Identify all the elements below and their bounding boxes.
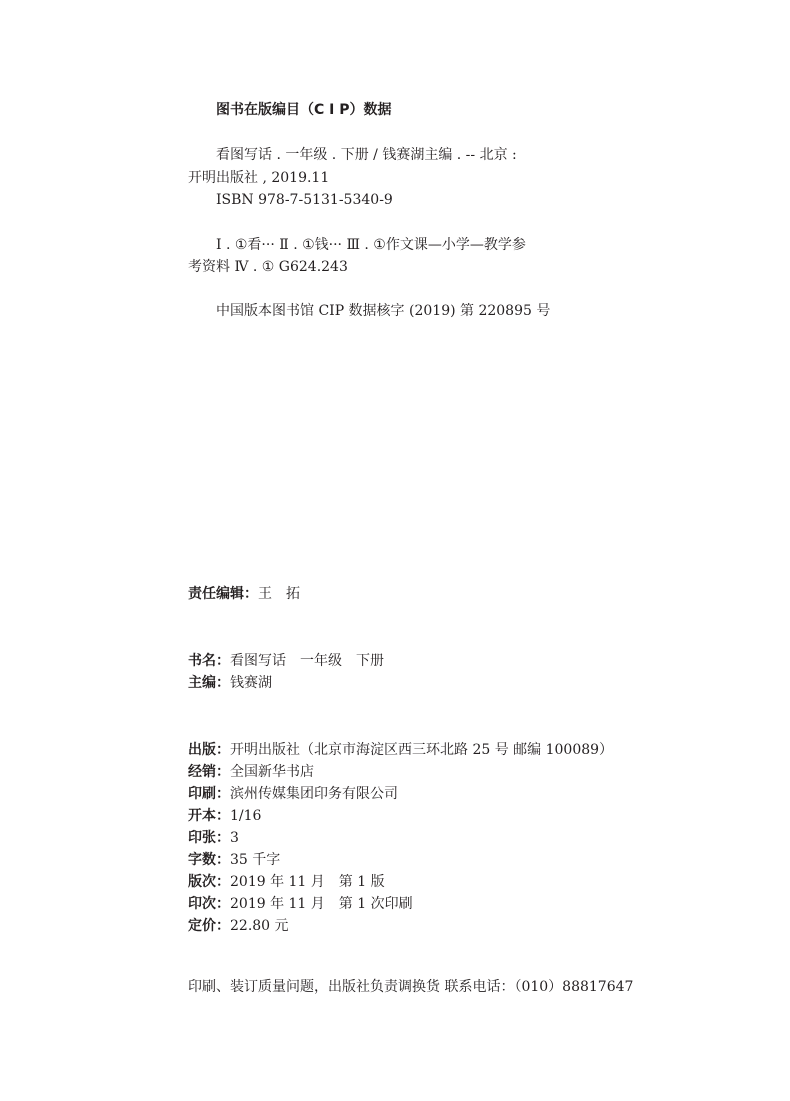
distributor-value: 全国新华书店: [230, 764, 314, 780]
printing-label: 印次：: [188, 896, 230, 912]
price-value: 22.80 元: [230, 918, 289, 934]
format-label: 开本：: [188, 808, 230, 824]
sheets-label: 印张：: [188, 830, 230, 846]
sheets-value: 3: [230, 830, 239, 846]
sheets-row: [188, 829, 239, 847]
format-value: 1/16: [230, 808, 262, 824]
cip-entry-line-1: 看图写话 . 一年级 . 下册 / 钱赛湖主编 . -- 北京 :: [216, 147, 517, 163]
edition-value: 2019 年 11 月 第 1 版: [230, 874, 385, 890]
responsible-editor-value: 王 拓: [258, 586, 300, 602]
chief-editor-label: 主编：: [188, 675, 230, 691]
quality-notice: 印刷、装订质量问题，出版社负责调换货 联系电话：（010）88817647: [188, 979, 634, 995]
price-row: [188, 917, 289, 935]
printer-row: [188, 785, 398, 803]
chief-editor-row: [188, 674, 272, 692]
printing-value: 2019 年 11 月 第 1 次印刷: [230, 896, 413, 912]
printer-value: 滨州传媒集团印务有限公司: [230, 786, 398, 802]
word-count-label: 字数：: [188, 852, 230, 868]
cip-subject-line-1: Ⅰ . ①看··· Ⅱ . ①钱··· Ⅲ . ①作文课—小学—教学参: [216, 237, 526, 253]
distributor-row: [188, 763, 314, 781]
price-label: 定价：: [188, 918, 230, 934]
responsible-editor-row: [188, 585, 300, 603]
cip-entry-line-2: 开明出版社 , 2019.11: [188, 170, 330, 186]
publisher-row: [188, 741, 613, 759]
format-row: [188, 807, 261, 825]
word-count-row: [188, 851, 280, 869]
responsible-editor-label: 责任编辑：: [188, 586, 258, 602]
printing-row: [188, 895, 413, 913]
printer-label: 印刷：: [188, 786, 230, 802]
edition-row: [188, 873, 385, 891]
publisher-label: 出版：: [188, 742, 230, 758]
book-title-label: 书名：: [188, 653, 230, 669]
cip-subject-line-2: 考资料 Ⅳ . ① G624.243: [188, 259, 348, 275]
cip-isbn: ISBN 978-7-5131-5340-9: [216, 192, 393, 208]
book-title-row: [188, 652, 384, 670]
edition-label: 版次：: [188, 874, 230, 890]
chief-editor-value: 钱赛湖: [230, 675, 272, 691]
distributor-label: 经销：: [188, 764, 230, 780]
publisher-value: 开明出版社（北京市海淀区西三环北路 25 号 邮编 100089）: [230, 742, 614, 758]
cip-heading: 图书在版编目（C I P）数据: [216, 102, 392, 118]
cip-number: 中国版本图书馆 CIP 数据核字 (2019) 第 220895 号: [216, 303, 551, 319]
word-count-value: 35 千字: [230, 852, 281, 868]
book-title-value: 看图写话 一年级 下册: [230, 653, 384, 669]
